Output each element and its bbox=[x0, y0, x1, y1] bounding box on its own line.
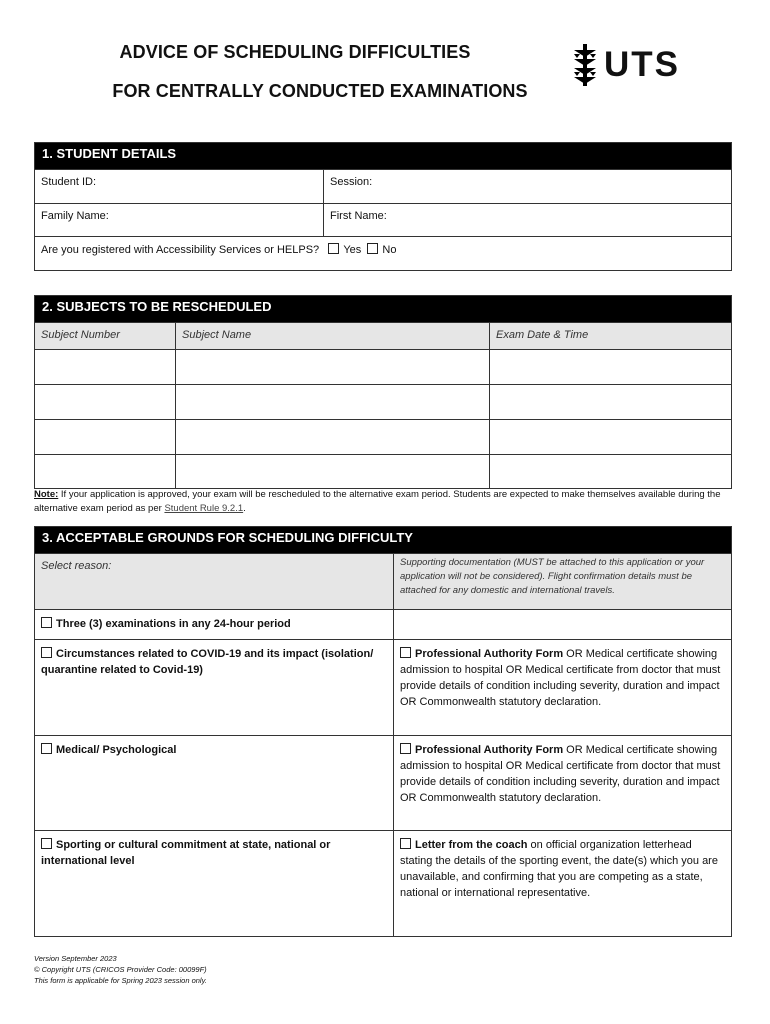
subject-number-input[interactable] bbox=[35, 420, 175, 454]
note-paragraph bbox=[34, 488, 734, 516]
reason-label: Three (3) examinations in any 24-hour period bbox=[56, 618, 291, 630]
doc-title: Letter from the coach bbox=[415, 839, 528, 851]
table-row bbox=[35, 454, 731, 488]
yes-checkbox[interactable] bbox=[328, 243, 339, 254]
reason-checkbox[interactable] bbox=[41, 838, 52, 849]
doc-text: OR Medical certificate showing admission to hospital OR Medical certificate from doctor that must provide details of condition including severity, duration and impact OR Commonwealth statutory declaration. bbox=[400, 744, 721, 804]
first-name-label: First Name: bbox=[330, 210, 387, 222]
footer-copyright: © Copyright UTS (CRICOS Provider Code: 00099F) bbox=[34, 965, 207, 974]
uts-logo bbox=[572, 44, 680, 86]
registered-question-row bbox=[35, 237, 402, 270]
subject-name-input[interactable] bbox=[175, 455, 489, 488]
no-checkbox[interactable] bbox=[367, 243, 378, 254]
table-row bbox=[35, 349, 731, 384]
subject-number-input[interactable] bbox=[35, 385, 175, 419]
exam-date-input[interactable] bbox=[489, 455, 731, 488]
reason-checkbox[interactable] bbox=[41, 743, 52, 754]
subjects-section bbox=[34, 295, 732, 489]
reason-checkbox[interactable] bbox=[41, 647, 52, 658]
col-subject-name: Subject Name bbox=[175, 323, 489, 349]
family-name-label: Family Name: bbox=[41, 210, 109, 222]
student-rule-link[interactable]: Student Rule 9.2.1 bbox=[164, 503, 244, 514]
table-row bbox=[35, 384, 731, 419]
subject-number-input[interactable] bbox=[35, 350, 175, 384]
doc-checkbox[interactable] bbox=[400, 838, 411, 849]
logo-text: UTS bbox=[604, 45, 680, 84]
reason-row bbox=[35, 609, 731, 639]
reason-row bbox=[35, 639, 731, 735]
form-title-line1: ADVICE OF SCHEDULING DIFFICULTIES bbox=[119, 42, 471, 62]
footer bbox=[34, 953, 207, 986]
form-title-line2: FOR CENTRALLY CONDUCTED EXAMINATIONS bbox=[112, 81, 528, 101]
reason-label: Sporting or cultural commitment at state, national or international level bbox=[41, 839, 331, 867]
reason-docs bbox=[393, 831, 731, 936]
footer-version: Version September 2023 bbox=[34, 954, 117, 963]
section2-heading: 2. SUBJECTS TO BE RESCHEDULED bbox=[35, 296, 731, 322]
table-row bbox=[35, 419, 731, 454]
session-label: Session: bbox=[330, 176, 373, 188]
reason-row bbox=[35, 830, 731, 936]
select-reason-header: Select reason: bbox=[41, 560, 112, 572]
session-field[interactable] bbox=[323, 170, 731, 203]
first-name-field[interactable] bbox=[323, 204, 731, 236]
student-id-label: Student ID: bbox=[41, 176, 97, 188]
subject-name-input[interactable] bbox=[175, 350, 489, 384]
note-label: Note: bbox=[34, 489, 59, 500]
reason-label: Circumstances related to COVID-19 and its impact (isolation/ quarantine related to Covid-19) bbox=[41, 648, 374, 676]
col-exam-date: Exam Date & Time bbox=[489, 323, 731, 349]
registered-question: Are you registered with Accessibility Services or HELPS? bbox=[41, 244, 320, 256]
exam-date-input[interactable] bbox=[489, 350, 731, 384]
uts-crest-icon bbox=[572, 44, 598, 86]
yes-label: Yes bbox=[343, 244, 362, 256]
reason-row bbox=[35, 735, 731, 830]
subject-number-input[interactable] bbox=[35, 455, 175, 488]
doc-title: Professional Authority Form bbox=[415, 744, 564, 756]
section3-heading: 3. ACCEPTABLE GROUNDS FOR SCHEDULING DIFFICULTY bbox=[35, 527, 731, 553]
reason-docs bbox=[393, 640, 731, 735]
footer-applicability: This form is applicable for Spring 2023 session only. bbox=[34, 976, 207, 985]
family-name-field[interactable] bbox=[35, 204, 323, 236]
reason-label: Medical/ Psychological bbox=[56, 744, 177, 756]
subject-name-input[interactable] bbox=[175, 420, 489, 454]
col-subject-number: Subject Number bbox=[41, 329, 120, 341]
section1-heading: 1. STUDENT DETAILS bbox=[35, 143, 731, 169]
note-text: If your application is approved, your exam will be rescheduled to the alternative exam period. Students are expected to make themselves available during the alternative exam period as per bbox=[34, 489, 721, 514]
doc-text: OR Medical certificate showing admission to hospital OR Medical certificate from doctor that must provide details of condition including severity, duration and impact OR Commonwealth statutory declaration. bbox=[400, 648, 721, 708]
doc-text: on official organization letterhead stating the details of the sporting event, the date(s) which you are unavailable, and confirming that you are competing as a state, national or international representative. bbox=[400, 839, 718, 899]
note-end: . bbox=[243, 503, 246, 514]
subject-name-input[interactable] bbox=[175, 385, 489, 419]
exam-date-input[interactable] bbox=[489, 420, 731, 454]
reason-docs bbox=[393, 736, 731, 830]
exam-date-input[interactable] bbox=[489, 385, 731, 419]
reason-checkbox[interactable] bbox=[41, 617, 52, 628]
reason-docs bbox=[393, 610, 731, 639]
grounds-section bbox=[34, 526, 732, 937]
doc-checkbox[interactable] bbox=[400, 743, 411, 754]
doc-title: Professional Authority Form bbox=[415, 648, 564, 660]
doc-checkbox[interactable] bbox=[400, 647, 411, 658]
no-label: No bbox=[382, 244, 397, 256]
supporting-docs-header: Supporting documentation (MUST be attached to this application or your application will not be considered). Flight confirmation details must be attached for any domestic and international travels. bbox=[393, 554, 731, 609]
student-id-field[interactable] bbox=[35, 170, 323, 203]
student-details-section bbox=[34, 142, 732, 271]
